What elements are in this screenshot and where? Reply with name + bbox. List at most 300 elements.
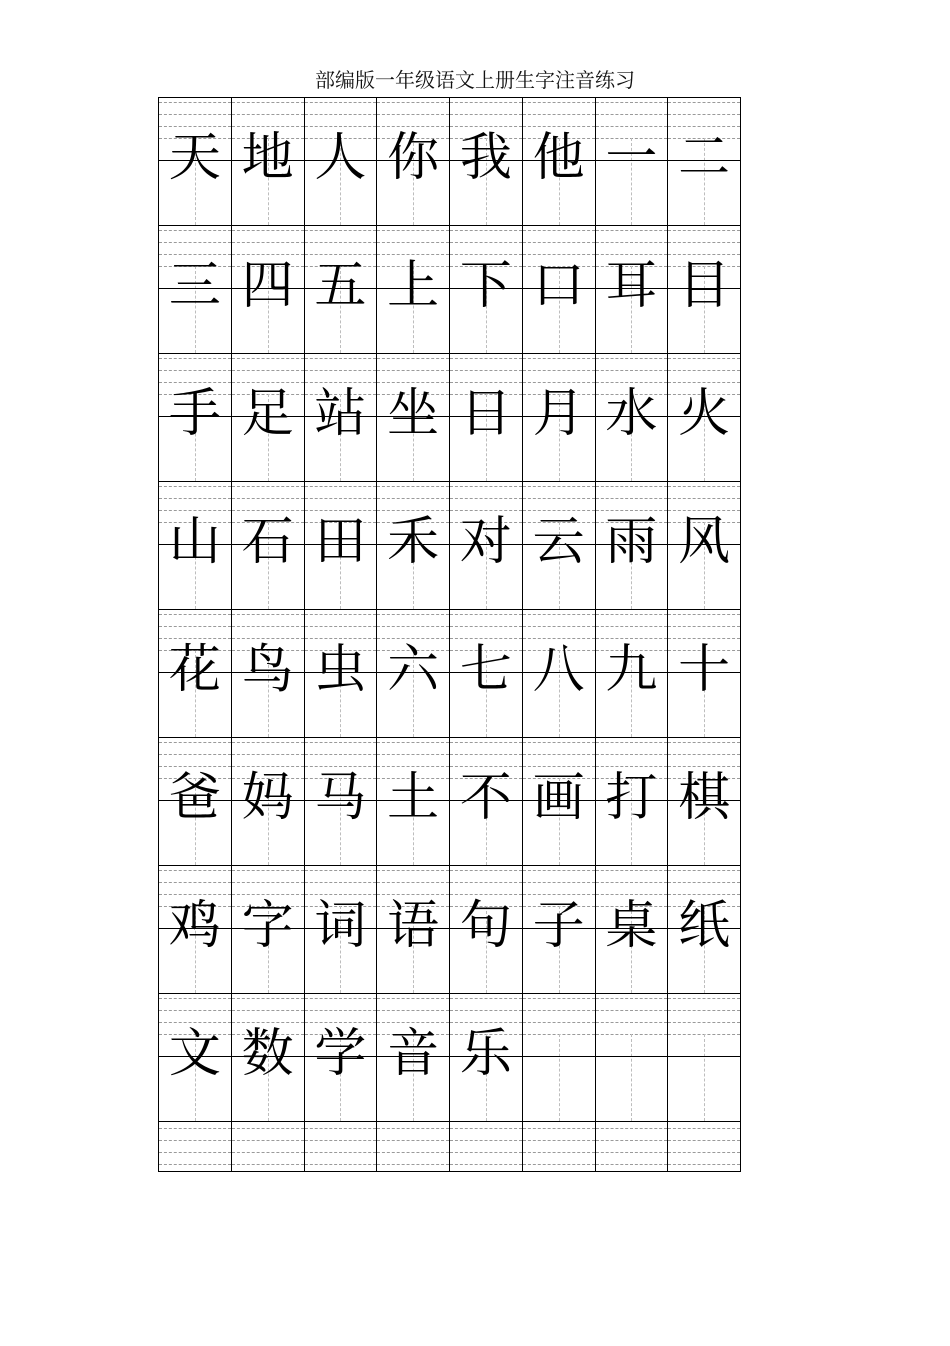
pinyin-guide-lines — [523, 1128, 595, 1164]
pinyin-guide-lines — [523, 998, 595, 1034]
character-cell — [523, 866, 596, 994]
character-cell — [668, 994, 741, 1122]
character-cell — [232, 98, 305, 226]
hanzi-character: 五 — [314, 256, 367, 316]
character-cell — [596, 482, 669, 610]
pinyin-line — [668, 370, 740, 371]
character-cell — [668, 354, 741, 482]
character-cell — [232, 866, 305, 994]
pinyin-line — [159, 242, 231, 243]
character-cell — [450, 994, 523, 1122]
pinyin-line — [232, 1140, 304, 1141]
pinyin-line — [523, 1152, 595, 1153]
pinyin-line — [668, 742, 740, 743]
character-cell — [305, 482, 378, 610]
pinyin-line — [450, 626, 522, 627]
character-cell — [596, 354, 669, 482]
hanzi-character: 九 — [605, 640, 658, 700]
hanzi-character: 站 — [314, 384, 367, 444]
pinyin-line — [159, 1152, 231, 1153]
pinyin-line — [596, 998, 668, 999]
pinyin-line — [377, 870, 449, 871]
pinyin-line — [377, 486, 449, 487]
pinyin-line — [668, 882, 740, 883]
pinyin-line — [668, 1164, 740, 1165]
pinyin-line — [450, 242, 522, 243]
hanzi-character: 学 — [314, 1024, 367, 1084]
pinyin-line — [450, 870, 522, 871]
hanzi-character: 鸟 — [241, 640, 294, 700]
character-cell — [305, 610, 378, 738]
pinyin-line — [377, 754, 449, 755]
blank-cell — [159, 1122, 232, 1172]
pinyin-line — [305, 1010, 377, 1011]
pinyin-line — [450, 370, 522, 371]
pinyin-line — [232, 1010, 304, 1011]
pinyin-line — [668, 114, 740, 115]
page-title: 部编版一年级语文上册生字注音练习 — [315, 68, 635, 92]
pinyin-line — [523, 370, 595, 371]
character-cell — [232, 482, 305, 610]
pinyin-line — [159, 1010, 231, 1011]
character-cell — [377, 738, 450, 866]
pinyin-line — [523, 1128, 595, 1129]
grid-row-blank — [159, 1122, 741, 1172]
pinyin-guide-lines — [450, 1128, 522, 1164]
character-cell — [450, 866, 523, 994]
hanzi-character: 禾 — [387, 512, 440, 572]
pinyin-line — [305, 870, 377, 871]
character-cell — [450, 354, 523, 482]
pinyin-line — [668, 754, 740, 755]
hanzi-character: 乐 — [459, 1024, 512, 1084]
character-cell — [523, 98, 596, 226]
pinyin-line — [232, 614, 304, 615]
pinyin-line — [159, 626, 231, 627]
pinyin-line — [596, 230, 668, 231]
pinyin-line — [596, 102, 668, 103]
blank-cell — [596, 1122, 669, 1172]
pinyin-line — [232, 358, 304, 359]
pinyin-line — [523, 358, 595, 359]
pinyin-line — [668, 626, 740, 627]
pinyin-line — [668, 1152, 740, 1153]
pinyin-line — [596, 1022, 668, 1023]
pinyin-line — [232, 242, 304, 243]
character-cell — [159, 98, 232, 226]
pinyin-line — [450, 498, 522, 499]
hanzi-character: 水 — [605, 384, 658, 444]
hanzi-character: 田 — [314, 512, 367, 572]
grid-row — [159, 610, 741, 738]
pinyin-line — [668, 1022, 740, 1023]
hanzi-character: 对 — [459, 512, 512, 572]
hanzi-character: 火 — [678, 384, 731, 444]
hanzi-character: 子 — [532, 896, 585, 956]
pinyin-line — [596, 870, 668, 871]
hanzi-character: 你 — [387, 128, 440, 188]
character-cell — [596, 866, 669, 994]
hanzi-character: 雨 — [605, 512, 658, 572]
pinyin-line — [305, 998, 377, 999]
character-cell — [377, 354, 450, 482]
hanzi-character: 足 — [241, 384, 294, 444]
pinyin-line — [232, 626, 304, 627]
character-cell — [523, 482, 596, 610]
pinyin-line — [450, 358, 522, 359]
pinyin-line — [305, 1140, 377, 1141]
hanzi-character: 鸡 — [168, 896, 221, 956]
pinyin-line — [159, 102, 231, 103]
hanzi-character: 手 — [168, 384, 221, 444]
pinyin-line — [305, 1152, 377, 1153]
hanzi-character: 六 — [387, 640, 440, 700]
hanzi-character: 画 — [532, 768, 585, 828]
hanzi-character: 耳 — [605, 256, 658, 316]
pinyin-line — [232, 998, 304, 999]
pinyin-line — [377, 1010, 449, 1011]
pinyin-line — [450, 998, 522, 999]
pinyin-line — [523, 754, 595, 755]
pinyin-line — [305, 102, 377, 103]
pinyin-line — [377, 1140, 449, 1141]
hanzi-character: 音 — [387, 1024, 440, 1084]
pinyin-line — [377, 742, 449, 743]
pinyin-line — [377, 1128, 449, 1129]
pinyin-line — [159, 370, 231, 371]
hanzi-character: 天 — [168, 128, 221, 188]
character-cell — [596, 994, 669, 1122]
pinyin-line — [305, 230, 377, 231]
pinyin-guide-lines — [159, 1128, 231, 1164]
pinyin-line — [305, 1128, 377, 1129]
grid-row — [159, 482, 741, 610]
blank-cell — [450, 1122, 523, 1172]
pinyin-line — [668, 614, 740, 615]
hanzi-character: 地 — [241, 128, 294, 188]
pinyin-line — [159, 742, 231, 743]
pinyin-line — [523, 486, 595, 487]
pinyin-line — [232, 230, 304, 231]
hanzi-character: 妈 — [241, 768, 294, 828]
pinyin-guide-lines — [596, 1128, 668, 1164]
pinyin-line — [596, 486, 668, 487]
pinyin-line — [523, 614, 595, 615]
pinyin-line — [596, 1152, 668, 1153]
pinyin-line — [596, 358, 668, 359]
hanzi-character: 山 — [168, 512, 221, 572]
pinyin-line — [305, 882, 377, 883]
character-cell — [668, 226, 741, 354]
hanzi-character: 三 — [168, 256, 221, 316]
character-cell — [450, 226, 523, 354]
pinyin-line — [232, 742, 304, 743]
hanzi-character: 爸 — [168, 768, 221, 828]
pinyin-guide-lines — [668, 1128, 740, 1164]
character-cell — [450, 482, 523, 610]
hanzi-character: 口 — [532, 256, 585, 316]
pinyin-line — [377, 370, 449, 371]
character-cell — [523, 226, 596, 354]
character-cell — [232, 738, 305, 866]
character-cell — [377, 994, 450, 1122]
pinyin-line — [377, 102, 449, 103]
pinyin-line — [159, 614, 231, 615]
pinyin-line — [523, 102, 595, 103]
pinyin-line — [159, 1128, 231, 1129]
character-cell — [668, 866, 741, 994]
character-cell — [159, 482, 232, 610]
blank-cell — [668, 1122, 741, 1172]
pinyin-line — [305, 626, 377, 627]
pinyin-line — [523, 1140, 595, 1141]
pinyin-line — [232, 1152, 304, 1153]
character-cell — [523, 738, 596, 866]
pinyin-line — [450, 230, 522, 231]
pinyin-line — [450, 1164, 522, 1165]
character-cell — [305, 226, 378, 354]
cell-center-guide — [559, 1034, 560, 1121]
blank-cell — [305, 1122, 378, 1172]
hanzi-character: 坐 — [387, 384, 440, 444]
grid-row — [159, 354, 741, 482]
pinyin-guide-lines — [596, 998, 668, 1034]
pinyin-guide-lines — [305, 1128, 377, 1164]
character-cell — [305, 738, 378, 866]
blank-cell — [523, 1122, 596, 1172]
hanzi-character: 词 — [314, 896, 367, 956]
pinyin-line — [523, 998, 595, 999]
hanzi-character: 文 — [168, 1024, 221, 1084]
pinyin-line — [377, 1164, 449, 1165]
pinyin-line — [596, 1164, 668, 1165]
pinyin-line — [159, 358, 231, 359]
pinyin-line — [450, 614, 522, 615]
practice-grid — [158, 97, 741, 1172]
hanzi-character: 八 — [532, 640, 585, 700]
character-cell — [450, 610, 523, 738]
pinyin-line — [596, 754, 668, 755]
grid-row — [159, 98, 741, 226]
cell-baseline — [596, 1056, 668, 1057]
pinyin-line — [305, 114, 377, 115]
cell-baseline — [668, 1056, 740, 1057]
pinyin-line — [377, 230, 449, 231]
hanzi-character: 二 — [678, 128, 731, 188]
pinyin-line — [523, 742, 595, 743]
cell-center-guide — [704, 1034, 705, 1121]
blank-cell — [232, 1122, 305, 1172]
grid-row — [159, 866, 741, 994]
hanzi-character: 七 — [459, 640, 512, 700]
character-cell — [159, 738, 232, 866]
pinyin-line — [159, 1164, 231, 1165]
pinyin-line — [523, 1164, 595, 1165]
pinyin-line — [523, 498, 595, 499]
pinyin-line — [450, 1152, 522, 1153]
pinyin-line — [523, 626, 595, 627]
pinyin-line — [450, 1128, 522, 1129]
pinyin-line — [232, 1128, 304, 1129]
pinyin-line — [523, 114, 595, 115]
pinyin-line — [305, 742, 377, 743]
hanzi-character: 花 — [168, 640, 221, 700]
character-cell — [159, 994, 232, 1122]
pinyin-line — [232, 882, 304, 883]
pinyin-line — [232, 102, 304, 103]
pinyin-line — [523, 1022, 595, 1023]
pinyin-line — [305, 242, 377, 243]
pinyin-line — [596, 370, 668, 371]
pinyin-line — [450, 486, 522, 487]
pinyin-line — [450, 114, 522, 115]
pinyin-line — [668, 998, 740, 999]
pinyin-line — [668, 1128, 740, 1129]
pinyin-line — [305, 754, 377, 755]
character-cell — [450, 98, 523, 226]
hanzi-character: 日 — [459, 384, 512, 444]
hanzi-character: 字 — [241, 896, 294, 956]
character-cell — [232, 610, 305, 738]
pinyin-line — [377, 998, 449, 999]
character-cell — [668, 482, 741, 610]
hanzi-character: 土 — [387, 768, 440, 828]
hanzi-character: 一 — [605, 128, 658, 188]
pinyin-line — [377, 358, 449, 359]
pinyin-line — [668, 486, 740, 487]
pinyin-line — [668, 498, 740, 499]
hanzi-character: 打 — [605, 768, 658, 828]
pinyin-line — [596, 242, 668, 243]
pinyin-guide-lines — [232, 1128, 304, 1164]
character-cell — [377, 866, 450, 994]
hanzi-character: 四 — [241, 256, 294, 316]
character-cell — [668, 98, 741, 226]
cell-center-guide — [631, 1034, 632, 1121]
pinyin-line — [377, 498, 449, 499]
character-cell — [159, 866, 232, 994]
pinyin-line — [596, 1010, 668, 1011]
pinyin-line — [450, 754, 522, 755]
character-cell — [305, 994, 378, 1122]
pinyin-line — [159, 114, 231, 115]
hanzi-character: 风 — [678, 512, 731, 572]
grid-row — [159, 226, 741, 354]
pinyin-line — [523, 230, 595, 231]
pinyin-line — [159, 230, 231, 231]
pinyin-line — [377, 1152, 449, 1153]
pinyin-line — [523, 870, 595, 871]
pinyin-line — [596, 114, 668, 115]
grid-row — [159, 738, 741, 866]
pinyin-line — [523, 1010, 595, 1011]
pinyin-line — [232, 114, 304, 115]
pinyin-line — [159, 498, 231, 499]
pinyin-line — [377, 614, 449, 615]
character-cell — [232, 354, 305, 482]
pinyin-line — [450, 1140, 522, 1141]
pinyin-line — [159, 1140, 231, 1141]
pinyin-line — [523, 882, 595, 883]
character-cell — [596, 226, 669, 354]
character-cell — [668, 610, 741, 738]
hanzi-character: 句 — [459, 896, 512, 956]
pinyin-line — [596, 742, 668, 743]
character-cell — [377, 482, 450, 610]
character-cell — [523, 994, 596, 1122]
character-cell — [523, 610, 596, 738]
hanzi-character: 数 — [241, 1024, 294, 1084]
hanzi-character: 上 — [387, 256, 440, 316]
character-cell — [596, 610, 669, 738]
hanzi-character: 下 — [459, 256, 512, 316]
pinyin-guide-lines — [668, 998, 740, 1034]
character-cell — [450, 738, 523, 866]
hanzi-character: 虫 — [314, 640, 367, 700]
pinyin-line — [668, 358, 740, 359]
pinyin-line — [232, 498, 304, 499]
hanzi-character: 棋 — [678, 768, 731, 828]
pinyin-line — [450, 1010, 522, 1011]
pinyin-line — [668, 870, 740, 871]
pinyin-line — [305, 498, 377, 499]
pinyin-line — [305, 358, 377, 359]
pinyin-line — [450, 882, 522, 883]
pinyin-line — [596, 1140, 668, 1141]
hanzi-character: 十 — [678, 640, 731, 700]
pinyin-line — [450, 742, 522, 743]
pinyin-line — [232, 370, 304, 371]
hanzi-character: 不 — [459, 768, 512, 828]
character-cell — [305, 354, 378, 482]
hanzi-character: 桌 — [605, 896, 658, 956]
character-cell — [377, 226, 450, 354]
hanzi-character: 语 — [387, 896, 440, 956]
pinyin-line — [305, 486, 377, 487]
character-cell — [596, 738, 669, 866]
pinyin-line — [377, 882, 449, 883]
hanzi-character: 人 — [314, 128, 367, 188]
hanzi-character: 月 — [532, 384, 585, 444]
character-cell — [523, 354, 596, 482]
pinyin-line — [596, 626, 668, 627]
pinyin-line — [523, 242, 595, 243]
pinyin-line — [450, 102, 522, 103]
pinyin-line — [668, 1010, 740, 1011]
pinyin-line — [668, 230, 740, 231]
hanzi-character: 目 — [678, 256, 731, 316]
pinyin-line — [596, 1128, 668, 1129]
pinyin-guide-lines — [377, 1128, 449, 1164]
pinyin-line — [159, 754, 231, 755]
character-cell — [305, 866, 378, 994]
pinyin-line — [232, 486, 304, 487]
hanzi-character: 纸 — [678, 896, 731, 956]
pinyin-line — [232, 870, 304, 871]
character-cell — [232, 226, 305, 354]
pinyin-line — [232, 754, 304, 755]
pinyin-line — [596, 614, 668, 615]
hanzi-character: 石 — [241, 512, 294, 572]
pinyin-line — [596, 882, 668, 883]
pinyin-line — [305, 370, 377, 371]
pinyin-line — [377, 626, 449, 627]
hanzi-character: 我 — [459, 128, 512, 188]
pinyin-line — [159, 882, 231, 883]
cell-baseline — [523, 1056, 595, 1057]
character-cell — [668, 738, 741, 866]
pinyin-line — [668, 1140, 740, 1141]
